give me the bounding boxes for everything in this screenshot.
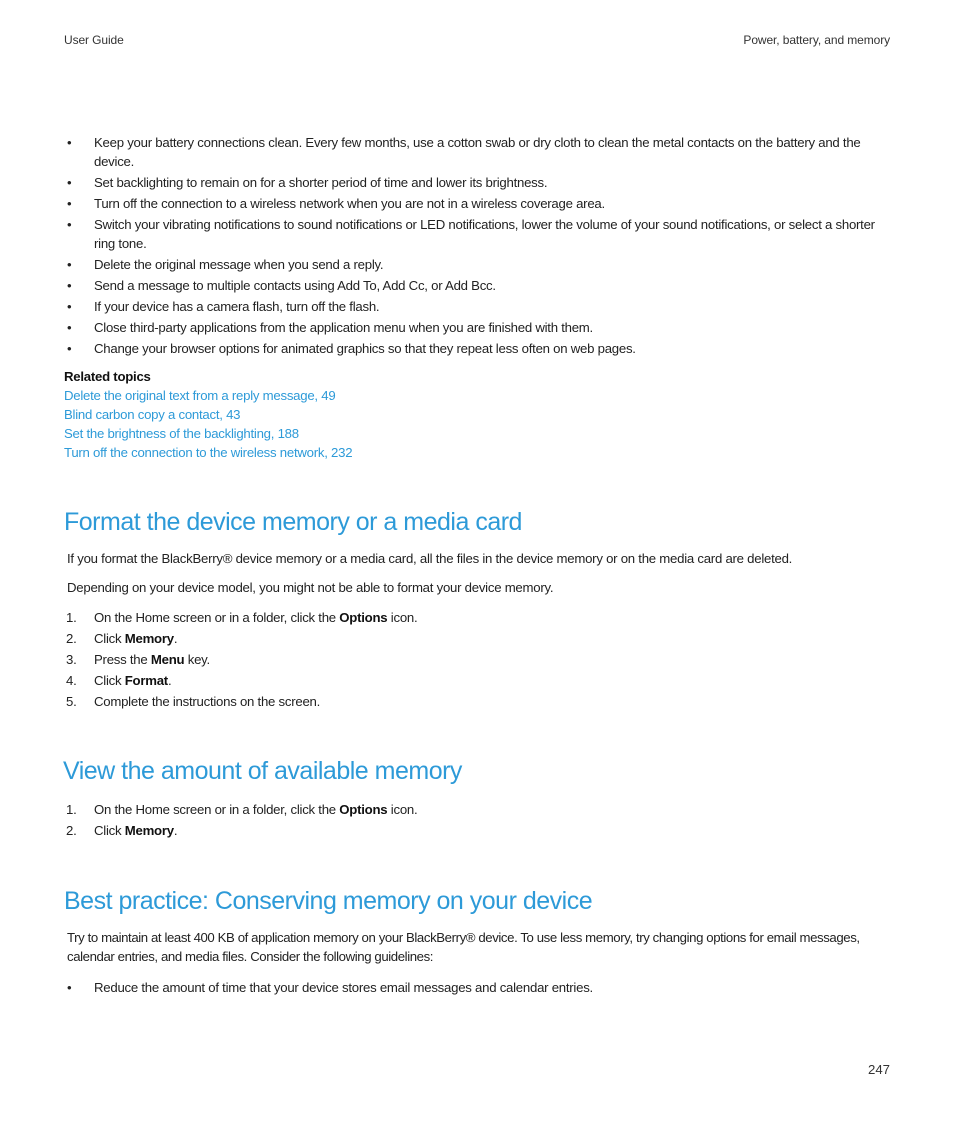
bullet-marker: • — [67, 217, 72, 232]
step-text-end: icon. — [387, 802, 418, 817]
step-number: 1. — [66, 802, 77, 817]
list-item — [64, 318, 894, 337]
list-item-text: Turn off the connection to a wireless network when you are not in a wireless coverage area. — [94, 196, 605, 211]
step-bold-term: Options — [339, 610, 388, 625]
bullet-marker: • — [67, 135, 72, 150]
bullet-marker: • — [67, 175, 72, 190]
list-item — [64, 133, 894, 171]
heading-best-practice-memory: Best practice: Conserving memory on your device — [64, 887, 593, 915]
step-item — [64, 692, 894, 711]
step-bold-term: Format — [124, 673, 168, 688]
step-text: Complete the instructions on the screen. — [94, 694, 321, 709]
list-item — [64, 215, 894, 253]
list-item-text: Keep your battery connections clean. Every few months, use a cotton swab or dry cloth to clean the metal contacts on the battery and the device. — [94, 135, 861, 169]
bullet-marker: • — [67, 257, 72, 272]
step-text-end: . — [173, 823, 178, 838]
page-number: 247 — [867, 1062, 890, 1077]
list-item-text: Reduce the amount of time that your device stores email messages and calendar entries. — [94, 980, 593, 995]
list-item-text: Set backlighting to remain on for a shorter period of time and lower its brightness. — [94, 175, 548, 190]
list-item-text: Close third-party applications from the application menu when you are finished with them. — [94, 320, 593, 335]
list-item — [64, 194, 894, 213]
battery-tips-list — [64, 133, 894, 360]
step-text-end: icon. — [387, 610, 418, 625]
step-item — [64, 608, 894, 627]
bullet-marker: • — [67, 278, 72, 293]
step-number: 2. — [66, 631, 77, 646]
step-item — [64, 650, 894, 669]
list-item — [64, 297, 894, 316]
related-link-blind-carbon-copy[interactable]: Blind carbon copy a contact, 43 — [64, 407, 241, 422]
related-link-delete-original-text[interactable]: Delete the original text from a reply message, 49 — [64, 388, 336, 403]
header-chapter-title: Power, battery, and memory — [743, 33, 890, 47]
bullet-marker: • — [67, 299, 72, 314]
step-number: 4. — [66, 673, 77, 688]
view-memory-steps-list — [64, 800, 894, 842]
step-text: Press the — [94, 652, 151, 667]
step-item — [64, 629, 894, 648]
step-text-end: . — [167, 673, 172, 688]
step-number: 5. — [66, 694, 77, 709]
heading-view-memory: View the amount of available memory — [63, 757, 462, 785]
list-item — [64, 255, 894, 274]
list-item-text: Change your browser options for animated graphics so that they repeat less often on web pages. — [94, 341, 636, 356]
heading-format-memory: Format the device memory or a media card — [64, 508, 522, 536]
step-item — [64, 821, 894, 840]
best-practice-paragraph: Try to maintain at least 400 KB of application memory on your BlackBerry® device. To use less memory, try changing options for email messages, calendar entries, and media files. Consider the following guidelines: — [67, 930, 860, 964]
step-bold-term: Memory — [124, 631, 174, 646]
step-text: On the Home screen or in a folder, click the — [94, 610, 340, 625]
format-intro-paragraph: If you format the BlackBerry® device memory or a media card, all the files in the device memory or on the media card are deleted. — [67, 551, 793, 566]
related-topics-title: Related topics — [64, 369, 151, 384]
bullet-marker: • — [67, 320, 72, 335]
bullet-marker: • — [67, 980, 72, 995]
bullet-marker: • — [67, 341, 72, 356]
list-item-text: Send a message to multiple contacts using Add To, Add Cc, or Add Bcc. — [94, 278, 496, 293]
format-steps-list — [64, 608, 894, 713]
step-bold-term: Menu — [150, 652, 185, 667]
bullet-marker: • — [67, 196, 72, 211]
step-text: Click — [94, 673, 125, 688]
step-item — [64, 671, 894, 690]
list-item — [64, 978, 894, 997]
step-item — [64, 800, 894, 819]
list-item-text: Delete the original message when you send a reply. — [94, 257, 384, 272]
step-text: On the Home screen or in a folder, click the — [94, 802, 340, 817]
list-item-text: If your device has a camera flash, turn off the flash. — [94, 299, 380, 314]
related-topics — [64, 367, 564, 462]
list-item — [64, 173, 894, 192]
step-bold-term: Options — [339, 802, 388, 817]
list-item — [64, 276, 894, 295]
step-text: Click — [94, 823, 125, 838]
step-text-end: . — [173, 631, 178, 646]
header-guide-title: User Guide — [64, 33, 124, 47]
step-number: 1. — [66, 610, 77, 625]
format-note-paragraph: Depending on your device model, you might not be able to format your device memory. — [67, 580, 554, 595]
related-link-backlight-brightness[interactable]: Set the brightness of the backlighting, 188 — [64, 426, 299, 441]
step-text-end: key. — [184, 652, 210, 667]
step-number: 3. — [66, 652, 77, 667]
step-text: Click — [94, 631, 125, 646]
step-number: 2. — [66, 823, 77, 838]
memory-guidelines-list — [64, 978, 894, 999]
step-bold-term: Memory — [124, 823, 174, 838]
list-item — [64, 339, 894, 358]
list-item-text: Switch your vibrating notifications to sound notifications or LED notifications, lower the volume of your sound notifications, or select a shorter ring tone. — [94, 217, 875, 251]
related-link-wireless-connection[interactable]: Turn off the connection to the wireless network, 232 — [64, 445, 353, 460]
